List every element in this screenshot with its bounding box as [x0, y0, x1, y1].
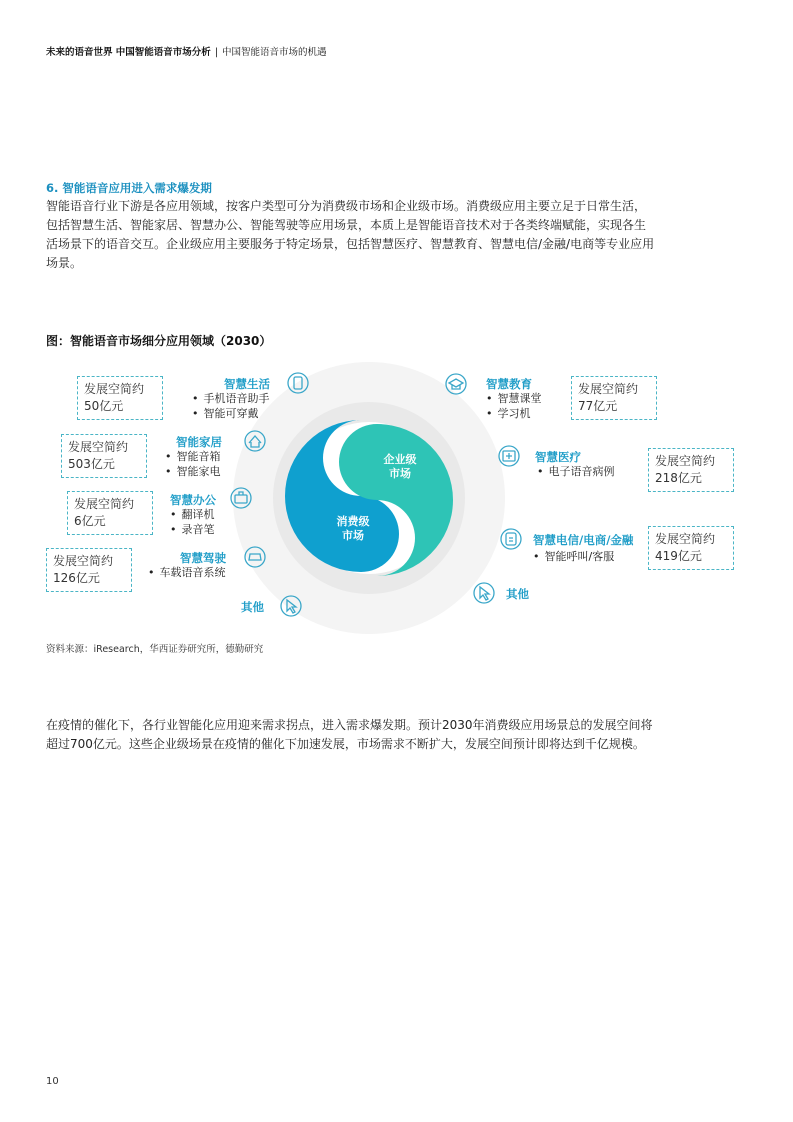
value-box: 发展空简约 6亿元 — [67, 491, 153, 535]
enterprise-label: 企业级 市场 — [383, 453, 417, 480]
paragraph-line: 在疫情的催化下，各行业智能化应用迎来需求拐点，进入需求爆发期。预计2030年消费级应用场景总的发展空间将 — [46, 718, 653, 732]
category-smart-medical: 智慧医疗 — [535, 450, 581, 464]
page-number: 10 — [46, 1076, 59, 1087]
paragraph-line: 包括智慧生活、智能家居、智慧办公、智能驾驶等应用场景，本质上是智能语音技术对于各类终端赋能，实现各生 — [46, 218, 647, 232]
conclusion-paragraph — [46, 716, 746, 754]
category-items: • 翻译机 • 录音笔 — [170, 507, 215, 537]
category-items: • 车载语音系统 — [148, 565, 226, 580]
value-box: 发展空简约 50亿元 — [77, 376, 163, 420]
graduation-cap-icon — [446, 374, 466, 394]
category-smart-telecom: 智慧电信/电商/金融 — [533, 533, 634, 547]
finance-icon — [501, 529, 521, 549]
category-items: • 电子语音病例 — [537, 464, 615, 479]
paragraph-line: 场景。 — [46, 256, 83, 270]
value-box: 发展空简约 503亿元 — [61, 434, 147, 478]
category-items: • 手机语音助手 • 智能可穿戴 — [192, 391, 270, 421]
section-title: 6. 智能语音应用进入需求爆发期 — [46, 181, 212, 195]
paragraph-line: 智能语音行业下游是各应用领域，按客户类型可分为消费级市场和企业级市场。消费级应用主要立足于日常生活， — [46, 199, 647, 213]
value-box: 发展空简约 77亿元 — [571, 376, 657, 420]
cursor-icon — [474, 583, 494, 603]
value-box: 发展空简约 419亿元 — [648, 526, 734, 570]
header-title: 未来的语音世界 中国智能语音市场分析 — [46, 47, 211, 58]
category-smart-education: 智慧教育 — [486, 377, 532, 391]
category-other-left: 其他 — [241, 600, 264, 614]
category-smart-life: 智慧生活 — [224, 377, 270, 391]
category-items: • 智能呼叫/客服 — [533, 549, 614, 564]
value-box: 发展空简约 126亿元 — [46, 548, 132, 592]
category-smart-office: 智慧办公 — [170, 493, 216, 507]
figure-source: 资料来源：iResearch，华西证券研究所，德勤研究 — [46, 644, 264, 655]
consumer-label: 消费级 市场 — [336, 515, 370, 542]
figure-title: 图：智能语音市场细分应用领域（2030） — [46, 334, 272, 348]
category-items: • 智慧课堂 • 学习机 — [486, 391, 542, 421]
category-items: • 智能音箱 • 智能家电 — [165, 449, 221, 479]
paragraph-line: 活场景下的语音交互。企业级应用主要服务于特定场景，包括智慧医疗、智慧教育、智慧电信/金融/电商等专业应用 — [46, 237, 655, 251]
category-other-right: 其他 — [506, 587, 529, 601]
category-smart-home: 智能家居 — [176, 435, 222, 449]
paragraph-line: 超过700亿元。这些企业级场景在疫情的催化下加速发展，市场需求不断扩大，发展空间预计即将达到千亿规模。 — [46, 737, 645, 751]
value-box: 发展空简约 218亿元 — [648, 448, 734, 492]
category-smart-driving: 智慧驾驶 — [180, 551, 226, 565]
header-separator: | — [214, 47, 219, 58]
header-subtitle: 中国智能语音市场的机遇 — [222, 47, 327, 58]
